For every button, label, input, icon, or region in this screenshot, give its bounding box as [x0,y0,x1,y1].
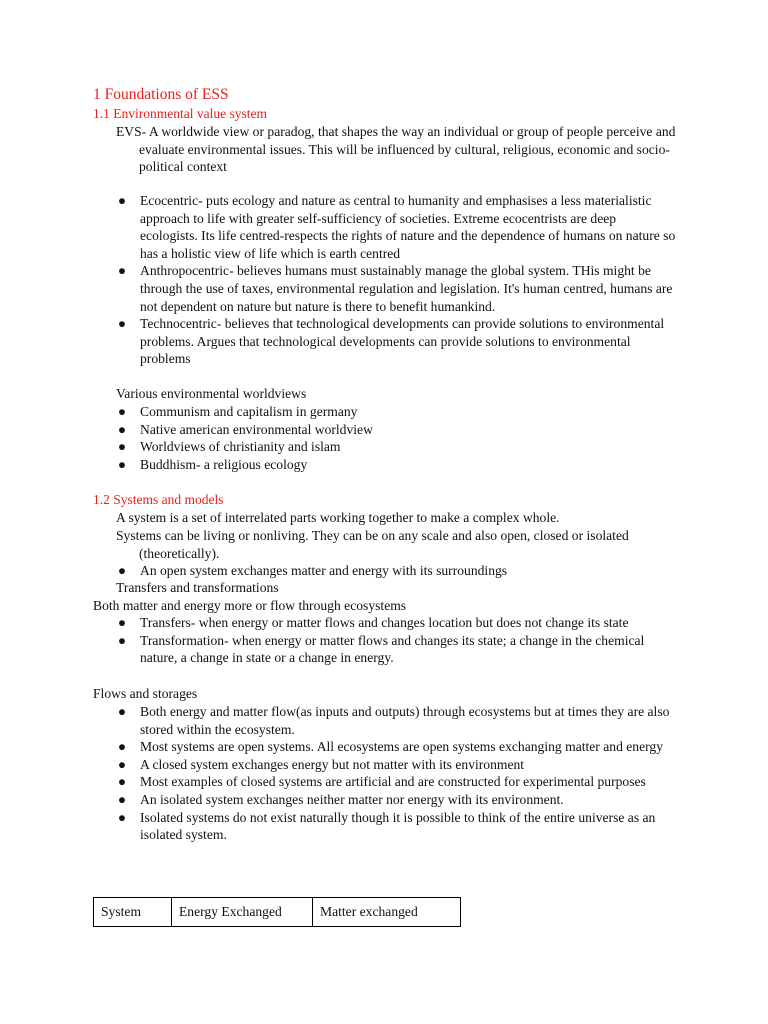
matter-energy-line: Both matter and energy more or flow through ecosystems [93,598,407,613]
list-item: ● Most systems are open systems. All ecosystems are open systems exchanging matter and energy [117,739,664,755]
list-item: ● Both energy and matter flow(as inputs and outputs) through ecosystems but at times they are also stored within the ecosystem. [117,704,670,737]
list-item: ● Most examples of closed systems are artificial and are constructed for experimental purposes [117,774,646,790]
worldviews-label: Various environmental worldviews [116,386,307,401]
list-item: ● Buddhism- a religious ecology [117,456,308,472]
table-header-row [94,898,461,927]
bullet-icon: ● [117,756,127,772]
bullet-icon: ● [117,704,127,719]
system-exchange-table [93,897,461,927]
list-item: ● Isolated systems do not exist naturally though it is possible to think of the entire universe as an isolated system. [117,809,656,843]
bullet-icon: ● [117,791,127,807]
flows-list [116,703,676,844]
bullet-icon: ● [117,421,127,437]
transfers-label: Transfers and transformations [116,580,279,595]
bullet-icon: ● [117,563,127,578]
system-types: Systems can be living or nonliving. They can be on any scale and also open, closed or isolated (theoretically). [116,528,629,561]
list-item: ● Technocentric- believes that technological developments can provide solutions to environmental problems. Argues that technological developments can provide solutions to environmental problems [117,316,665,367]
section-heading-1-1: 1.1 Environmental value system [93,106,267,121]
section-heading-1-2: 1.2 Systems and models [93,492,224,507]
transfers-list [116,614,676,667]
worldviews-list [116,403,676,473]
bullet-icon: ● [117,263,127,279]
list-item: ● A closed system exchanges energy but not matter with its environment [117,756,525,772]
bullet-icon: ● [117,193,127,208]
bullet-icon: ● [117,615,127,630]
list-item: ● An isolated system exchanges neither matter nor energy with its environment. [117,791,564,807]
table-header-cell: System [94,898,172,927]
list-item: ● Communism and capitalism in germany [117,404,358,419]
document-title: 1 Foundations of ESS [93,86,229,103]
list-item: ● Transfers- when energy or matter flows and changes location but does not change its state [117,615,629,630]
bullet-icon: ● [117,456,127,472]
bullet-icon: ● [117,739,127,755]
bullet-icon: ● [117,774,127,790]
bullet-icon: ● [117,632,127,648]
list-item: ● Worldviews of christianity and islam [117,439,341,455]
bullet-icon: ● [117,809,127,825]
list-item: ● Transformation- when energy or matter flows and changes its state; a change in the chemical nature, a change in state or a change in energy. [117,632,645,666]
open-system-list [116,562,676,580]
list-item: ● Native american environmental worldview [117,421,373,437]
system-definition: A system is a set of interrelated parts working together to make a complex whole. [116,510,560,525]
list-item: ● Anthropocentric- believes humans must sustainably manage the global system. THis might be through the use of taxes, environmental regulation and legislation. It's human centred, humans are not dependent on nature but nature is there to benefit humankind. [117,263,673,314]
table-header-cell: Matter exchanged [313,898,461,927]
list-item: ● Ecocentric- puts ecology and nature as central to humanity and emphasises a less materialistic approach to life with greater self-sufficiency of societies. Extreme ecocentrists are deep ecologists. Its life centred-respects the rights of nature and the dependence of humans on nature so has a holistic view of life which is earth centred [117,193,676,261]
flows-label: Flows and storages [93,686,198,701]
list-item: ● An open system exchanges matter and energy with its surroundings [117,563,508,578]
bullet-icon: ● [117,316,127,332]
evs-definition: EVS- A worldwide view or paradog, that shapes the way an individual or group of people perceive and evaluate environmental issues. This will be influenced by cultural, religious, economic and socio-political context [116,124,676,175]
table-header-cell: Energy Exchanged [172,898,313,927]
value-system-list [116,192,676,368]
bullet-icon: ● [117,439,127,455]
bullet-icon: ● [117,404,127,419]
